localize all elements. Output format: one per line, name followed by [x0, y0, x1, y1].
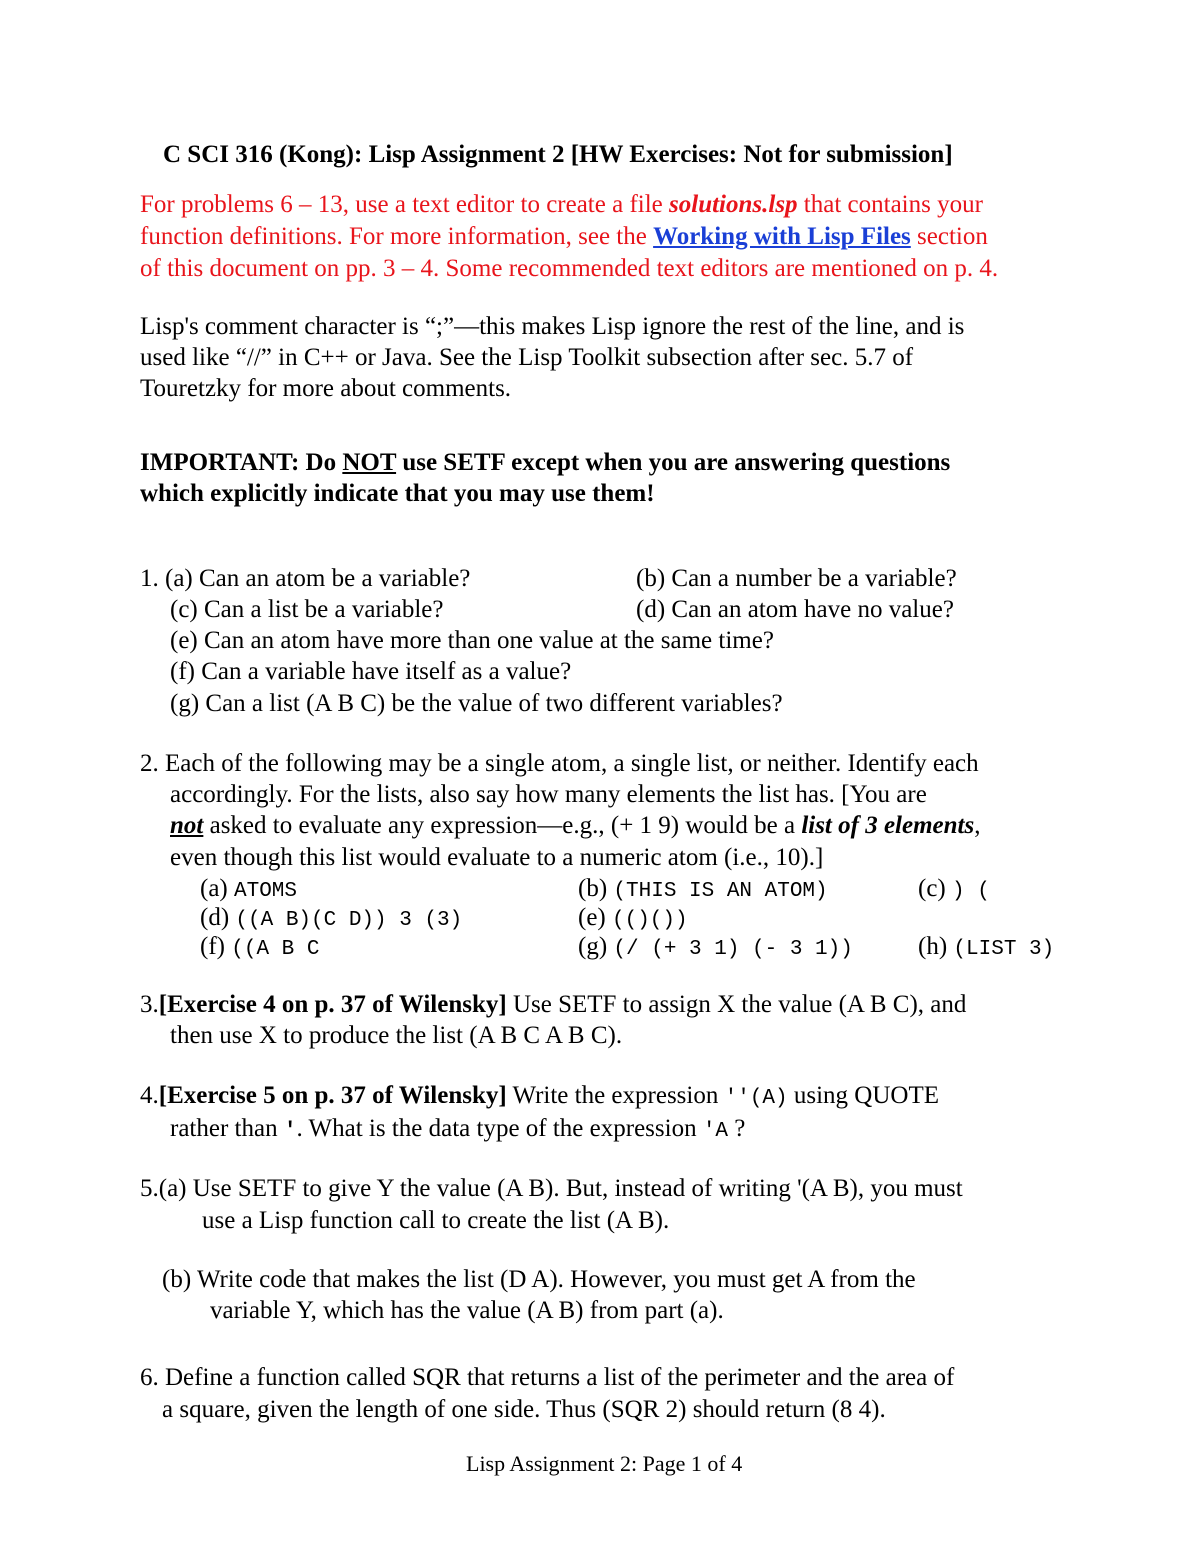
- q3-text: Use SETF to assign X the value (A B C), and: [506, 991, 967, 1018]
- q2-item-c: [918, 873, 990, 907]
- q2-text: asked to evaluate any expression—e.g., (+ 1 9) would be a: [203, 812, 802, 839]
- q5-a-line-1: 5.(a) Use SETF to give Y the value (A B). But, instead of writing '(A B), you must: [140, 1175, 963, 1202]
- q1-c: (c) Can a list be a variable?: [170, 596, 444, 623]
- list-of-3-emphasis: list of 3 elements: [801, 812, 975, 839]
- item-label: (c): [918, 875, 946, 902]
- q2-line-2: accordingly. For the lists, also say how many elements the list has. [You are: [170, 781, 927, 808]
- item-code: (()()): [612, 909, 688, 932]
- page-footer: Lisp Assignment 2: Page 1 of 4: [466, 1451, 743, 1476]
- comments-line-2: used like “//” in C++ or Java. See the Lisp Toolkit subsection after sec. 5.7 of: [140, 344, 914, 371]
- not-emphasis: not: [170, 812, 204, 839]
- item-label: (f): [200, 933, 225, 960]
- q6-line-1: 6. Define a function called SQR that returns a list of the perimeter and the area of: [140, 1364, 955, 1391]
- q4-text: . What is the data type of the expression: [296, 1115, 703, 1142]
- item-code: (THIS IS AN ATOM): [613, 880, 828, 903]
- item-label: (b): [578, 875, 608, 902]
- q2-line-1: 2. Each of the following may be a single atom, a single list, or neither. Identify each: [140, 750, 979, 777]
- q4-text: using QUOTE: [787, 1082, 940, 1109]
- q4-reference: [Exercise 5 on p. 37 of Wilensky]: [158, 1082, 507, 1109]
- solutions-filename: solutions.lsp: [669, 191, 798, 218]
- item-label: (a): [200, 875, 228, 902]
- item-code: (/ (+ 3 1) (- 3 1)): [613, 938, 853, 961]
- q4-text: ?: [728, 1115, 746, 1142]
- not-emphasis: NOT: [342, 449, 397, 476]
- q1-e: (e) Can an atom have more than one value at the same time?: [170, 627, 774, 654]
- q1-b: (b) Can a number be a variable?: [636, 565, 957, 592]
- intro-line-3: of this document on pp. 3 – 4. Some recommended text editors are mentioned on p. 4.: [140, 255, 999, 282]
- document-title: C SCI 316 (Kong): Lisp Assignment 2 [HW Exercises: Not for submission]: [163, 141, 953, 168]
- q4-line-2: [170, 1113, 745, 1147]
- item-code: ) (: [952, 880, 990, 903]
- item-code: ((A B)(C D)) 3 (3): [235, 909, 463, 932]
- comments-line-3: Touretzky for more about comments.: [140, 375, 512, 402]
- q3-line-2: then use X to produce the list (A B C A B C).: [170, 1022, 623, 1049]
- q4-text: rather than: [170, 1115, 284, 1142]
- q1-a: 1. (a) Can an atom be a variable?: [140, 565, 471, 592]
- q2-item-f: [200, 931, 319, 965]
- q2-text: ,: [974, 812, 981, 839]
- intro-line-1: [140, 189, 983, 220]
- q4-text: Write the expression: [506, 1082, 725, 1109]
- q3-line-1: [140, 989, 966, 1020]
- item-code: ATOMS: [234, 880, 298, 903]
- intro-text: function definitions. For more information, see the: [140, 223, 654, 250]
- important-text: use SETF except when you are answering questions: [396, 449, 951, 476]
- item-label: (e): [578, 904, 606, 931]
- working-with-lisp-files-link[interactable]: Working with Lisp Files: [653, 223, 911, 250]
- item-code: ((A B C: [231, 938, 320, 961]
- important-line-2: which explicitly indicate that you may use them!: [140, 480, 655, 507]
- q4-line-1: [140, 1080, 939, 1114]
- item-code: (LIST 3): [953, 938, 1055, 961]
- q1-g: (g) Can a list (A B C) be the value of two different variables?: [170, 690, 783, 717]
- important-text: IMPORTANT: Do: [140, 449, 343, 476]
- item-label: (d): [200, 904, 230, 931]
- q2-item-g: [578, 931, 853, 965]
- intro-text: that contains your: [797, 191, 983, 218]
- item-label: (h): [918, 933, 948, 960]
- q2-item-h: [918, 931, 1054, 965]
- q5-a-line-2: use a Lisp function call to create the list (A B).: [202, 1207, 670, 1234]
- q5-b-line-2: variable Y, which has the value (A B) from part (a).: [210, 1297, 724, 1324]
- comments-line-1: Lisp's comment character is “;”—this makes Lisp ignore the rest of the line, and is: [140, 313, 965, 340]
- important-line-1: [140, 447, 950, 478]
- q1-d: (d) Can an atom have no value?: [636, 596, 954, 623]
- item-label: (g): [578, 933, 608, 960]
- q3-number: 3.: [140, 991, 159, 1018]
- q3-reference: [Exercise 4 on p. 37 of Wilensky]: [158, 991, 507, 1018]
- intro-text: For problems 6 – 13, use a text editor to create a file: [140, 191, 670, 218]
- q4-code: ': [283, 1120, 297, 1143]
- q5-b-line-1: (b) Write code that makes the list (D A). However, you must get A from the: [162, 1266, 916, 1293]
- q2-line-3: [170, 810, 980, 841]
- q4-number: 4.: [140, 1082, 159, 1109]
- intro-line-2: [140, 221, 988, 252]
- q1-f: (f) Can a variable have itself as a value?: [170, 658, 572, 685]
- q4-code: 'A: [702, 1120, 729, 1143]
- q2-line-4: even though this list would evaluate to a numeric atom (i.e., 10).]: [170, 844, 824, 871]
- q4-code: ''(A): [724, 1087, 788, 1110]
- q6-line-2: a square, given the length of one side. Thus (SQR 2) should return (8 4).: [162, 1396, 886, 1423]
- intro-text: section: [910, 223, 988, 250]
